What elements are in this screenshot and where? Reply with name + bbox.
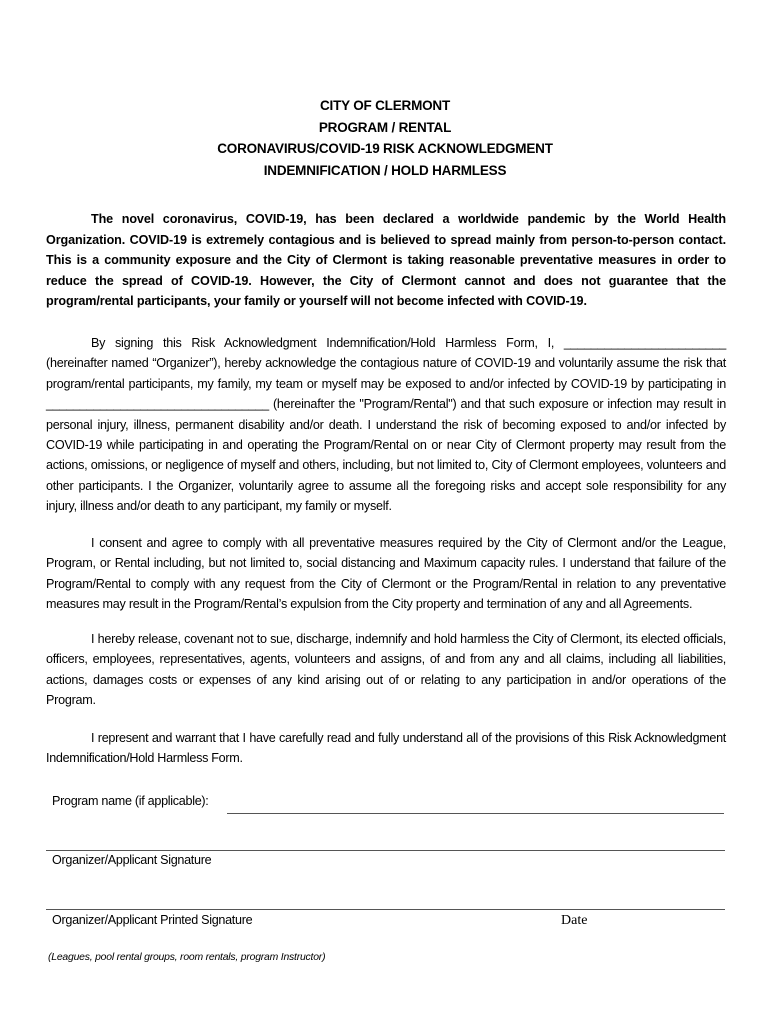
program-name-label: Program name (if applicable):	[52, 794, 209, 808]
printed-signature-label: Organizer/Applicant Printed Signature	[52, 913, 253, 927]
title-program-rental: PROGRAM / RENTAL	[318, 119, 452, 135]
printed-signature-field[interactable]	[46, 909, 725, 910]
signature-label: Organizer/Applicant Signature	[52, 853, 212, 867]
document-title	[0, 95, 770, 181]
intro-paragraph: The novel coronavirus, COVID-19, has been declared a worldwide pandemic by the World Health Organization. COVID-19 is extremely contagious and is believed to spread mainly from person-to-person contact. This is a community exposure and the City of Clermont is taking reasonable preventative measures in order to reduce the spread of COVID-19. However, the City of Clermont cannot and does not guarantee that the program/rental participants, your family or yourself will not become infected with COVID-19.	[46, 212, 726, 308]
release-paragraph: I hereby release, covenant not to sue, discharge, indemnify and hold harmless the City of Clermont, its elected officials, officers, employees, representatives, agents, volunteers and assigns, of and from any and all claims, including all liabilities, actions, damages costs or expenses of any kind arising out of or relating to any participation in and/or operations of the Program.	[46, 632, 726, 708]
represent-paragraph: I represent and warrant that I have carefully read and fully understand all of the provisions of this Risk Acknowledgment Indemnification/Hold Harmless Form.	[46, 731, 726, 766]
signature-field[interactable]	[46, 850, 725, 851]
signing-paragraph: By signing this Risk Acknowledgment Indemnification/Hold Harmless Form, I, ________________________ (hereinafter named “Organizer”), hereby acknowledge the contagious nature of COVID-19 and voluntarily assume the risk that program/rental participants, my family, my team or myself may be exposed to and/or infected by COVID-19 by participating in _________________________________ (hereinafter the "Program/Rental") and that such exposure or infection may result in personal injury, illness, permanent disability and/or death. I understand the risk of becoming exposed to and/or infected by COVID-19 while participating in and operating the Program/Rental on or near City of Clermont property may result from the actions, omissions, or negligence of myself and others, including, but not limited to, City of Clermont employees, volunteers and other participants. I the Organizer, voluntarily agree to assume all the foregoing risks and accept sole responsibility for any injury, illness and/or death to any participant, my family or myself.	[46, 336, 726, 514]
title-risk-acknowledgment: CORONAVIRUS/COVID-19 RISK ACKNOWLEDGMENT	[217, 141, 553, 156]
date-label: Date	[561, 913, 588, 928]
title-city: CITY OF CLERMONT	[319, 98, 451, 113]
footnote: (Leagues, pool rental groups, room rentals, program Instructor)	[48, 952, 326, 963]
program-name-field[interactable]	[227, 813, 724, 814]
title-indemnification: INDEMNIFICATION / HOLD HARMLESS	[263, 162, 507, 178]
consent-paragraph: I consent and agree to comply with all preventative measures required by the City of Clermont and/or the League, Program, or Rental including, but not limited to, social distancing and Maximum capacity rules. I understand that failure of the Program/Rental to comply with any request from the City of Clermont or the Program/Rental in relation to any preventative measures may result in the Program/Rental’s expulsion from the City property and termination of any and all Agreements.	[46, 536, 726, 612]
